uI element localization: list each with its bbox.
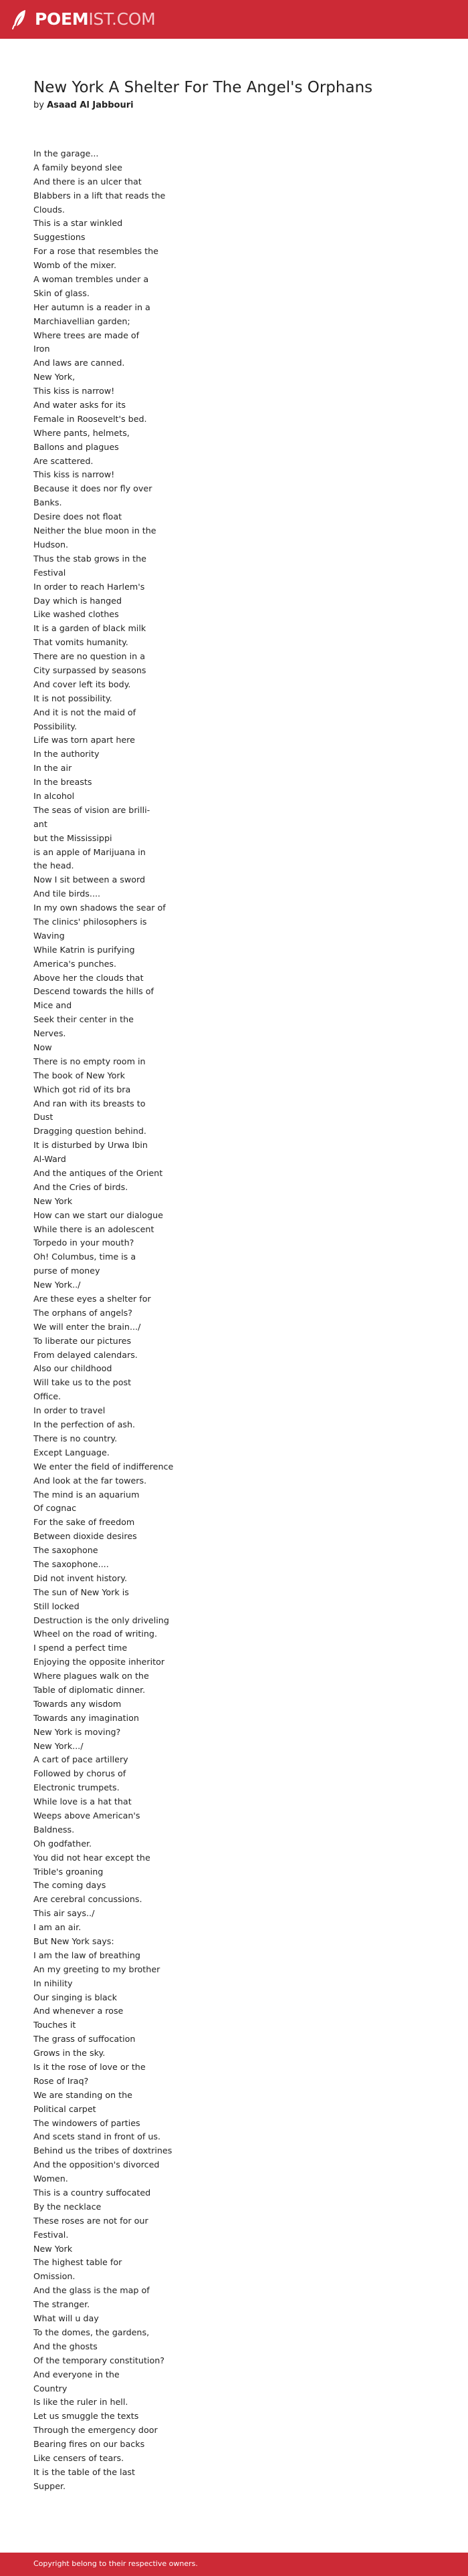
poem-line: There is no country. bbox=[33, 1433, 118, 1443]
poem-line: For a rose that resembles the bbox=[33, 246, 158, 257]
poem-line: Enjoying the opposite inheritor bbox=[33, 1657, 165, 1667]
poem-line: Now I sit between a sword bbox=[33, 874, 146, 885]
poem-line: You did not hear except the bbox=[33, 1852, 150, 1863]
poem-line: In alcohol bbox=[33, 790, 75, 801]
poem-line: Between dioxide desires bbox=[33, 1531, 137, 1542]
poem-line: The highest table for bbox=[33, 2257, 122, 2268]
poem-line: Baldness. bbox=[33, 1824, 75, 1835]
poem-line: The clinics' philosophers is bbox=[33, 916, 147, 927]
poem-line: The seas of vision are brilli- bbox=[33, 804, 150, 815]
poem-line: The sun of New York is bbox=[33, 1587, 129, 1597]
quill-icon bbox=[12, 9, 28, 29]
poem-line: Behind us the tribes of doxtrines bbox=[33, 2145, 172, 2156]
poem-line: City surpassed by seasons bbox=[33, 665, 146, 675]
poem-line: These roses are not for our bbox=[33, 2215, 148, 2226]
site-logo-domain: IST.COM bbox=[88, 9, 156, 29]
poem-line: It is disturbed by Urwa Ibin bbox=[33, 1140, 148, 1151]
poem-line: Supper. bbox=[33, 2480, 66, 2491]
poem-line: Banks. bbox=[33, 497, 62, 508]
poem-line: The saxophone.... bbox=[33, 1558, 109, 1569]
site-logo[interactable] bbox=[12, 9, 155, 30]
site-logo-text bbox=[35, 9, 155, 29]
poem-line: New York is moving? bbox=[33, 1726, 121, 1737]
poem-line: There is no empty room in bbox=[33, 1056, 146, 1066]
poem-line: Weeps above American's bbox=[33, 1810, 140, 1821]
poem-line: And the opposition's divorced bbox=[33, 2159, 160, 2170]
poem-line: There are no question in a bbox=[33, 651, 145, 662]
poem-line: New York.../ bbox=[33, 1740, 84, 1751]
poem-line: In the garage... bbox=[33, 148, 99, 158]
poem-line: Through the emergency door bbox=[33, 2425, 158, 2436]
poem-line: How can we start our dialogue bbox=[33, 1209, 163, 1220]
poem-line: While there is an adolescent bbox=[33, 1223, 154, 1234]
poem-line: The book of New York bbox=[33, 1070, 125, 1080]
poem-line: Still locked bbox=[33, 1601, 80, 1611]
poem-line: Oh! Columbus, time is a bbox=[33, 1252, 136, 1262]
poem-line: purse of money bbox=[33, 1266, 100, 1276]
poem-line: In my own shadows the sear of bbox=[33, 903, 166, 913]
poem-line: In nihility bbox=[33, 1978, 73, 1988]
poem-line: Grows in the sky. bbox=[33, 2048, 106, 2059]
poem-line: Omission. bbox=[33, 2271, 76, 2282]
poem-line: Followed by chorus of bbox=[33, 1768, 126, 1779]
poem-line: We are standing on the bbox=[33, 2089, 132, 2100]
byline-prefix: by bbox=[33, 100, 44, 110]
poem-line: And everyone in the bbox=[33, 2369, 120, 2379]
poem-line: Did not invent history. bbox=[33, 1572, 127, 1583]
poem-line: Mice and bbox=[33, 1000, 72, 1011]
poem-line: Like washed clothes bbox=[33, 609, 119, 620]
poem-line: We enter the field of indifference bbox=[33, 1461, 174, 1472]
poem-line: Suggestions bbox=[33, 232, 86, 243]
poem-line: A family beyond slee bbox=[33, 162, 122, 172]
poem-line: And the antiques of the Orient bbox=[33, 1168, 163, 1179]
poem-line: the head. bbox=[33, 860, 74, 871]
poem-line: Iron bbox=[33, 344, 50, 354]
poem-line: Wheel on the road of writing. bbox=[33, 1629, 158, 1639]
poem-line: Are scattered. bbox=[33, 455, 94, 466]
poem-line: Female in Roosevelt's bed. bbox=[33, 413, 147, 424]
poem-line: Nerves. bbox=[33, 1028, 66, 1039]
poem-line: Clouds. bbox=[33, 204, 65, 215]
copyright-text: Copyright belong to their respective owners. bbox=[33, 2559, 198, 2568]
poem-line: Day which is hanged bbox=[33, 595, 122, 606]
poem-line: And it is not the maid of bbox=[33, 707, 136, 717]
poem-line: Al-Ward bbox=[33, 1154, 66, 1165]
poem-line: Towards any wisdom bbox=[33, 1698, 122, 1709]
poem-line: Descend towards the hills of bbox=[33, 986, 154, 997]
poem-line: Womb of the mixer. bbox=[33, 260, 117, 271]
poem-line: The saxophone bbox=[33, 1545, 98, 1556]
poem-line: Above her the clouds that bbox=[33, 972, 144, 983]
site-logo-bold: POEM bbox=[35, 9, 89, 29]
poem-line: In order to reach Harlem's bbox=[33, 581, 145, 592]
poem-line: Ballons and plagues bbox=[33, 441, 119, 452]
poem-line: And whenever a rose bbox=[33, 2006, 124, 2016]
poem-line: It is the table of the last bbox=[33, 2466, 135, 2477]
poem-line: Except Language. bbox=[33, 1447, 110, 1457]
poem-line: Also our childhood bbox=[33, 1363, 112, 1374]
poem-line: is an apple of Marijuana in bbox=[33, 846, 146, 857]
poem-body bbox=[33, 147, 234, 2494]
poem-line: It is not possibility. bbox=[33, 693, 112, 703]
poem-line: New York bbox=[33, 2243, 73, 2254]
poem-line: And laws are canned. bbox=[33, 358, 125, 368]
poem-line: And the Cries of birds. bbox=[33, 1181, 128, 1192]
poem-line: Let us smuggle the texts bbox=[33, 2411, 139, 2422]
poem-line: For the sake of freedom bbox=[33, 1517, 135, 1528]
poem-line: Is it the rose of love or the bbox=[33, 2062, 146, 2073]
poem-line: Blabbers in a lift that reads the bbox=[33, 190, 166, 201]
poem-header bbox=[33, 78, 373, 112]
poem-line: In the air bbox=[33, 763, 72, 774]
poem-line: Now bbox=[33, 1042, 52, 1052]
poem-line: In the breasts bbox=[33, 777, 92, 788]
poem-line: Which got rid of its bra bbox=[33, 1084, 131, 1094]
poem-line: And the ghosts bbox=[33, 2341, 98, 2351]
byline bbox=[33, 99, 368, 112]
poem-line: Of the temporary constitution? bbox=[33, 2355, 164, 2365]
poem-line: In the authority bbox=[33, 749, 100, 759]
poem-line: Possibility. bbox=[33, 721, 78, 731]
poem-line: We will enter the brain.../ bbox=[33, 1321, 141, 1332]
poem-line: Torpedo in your mouth? bbox=[33, 1238, 134, 1248]
poem-line: What will u day bbox=[33, 2313, 99, 2324]
poem-line: This is a star winkled bbox=[33, 218, 123, 229]
poem-line: Skin of glass. bbox=[33, 287, 90, 298]
poem-line: New York../ bbox=[33, 1280, 81, 1290]
poem-line: The coming days bbox=[33, 1880, 106, 1891]
poem-line: While love is a hat that bbox=[33, 1796, 132, 1807]
poem-line: It is a garden of black milk bbox=[33, 623, 146, 634]
poem-line: Bearing fires on our backs bbox=[33, 2439, 145, 2450]
poem-line: Will take us to the post bbox=[33, 1377, 132, 1388]
poem-line: Marchiavellian garden; bbox=[33, 316, 130, 326]
poem-line: America's punches. bbox=[33, 958, 117, 969]
poem-title: New York A Shelter For The Angel's Orphans bbox=[33, 79, 373, 96]
poem-line: By the necklace bbox=[33, 2201, 102, 2212]
poem-line: Oh godfather. bbox=[33, 1838, 92, 1849]
poem-line: And there is an ulcer that bbox=[33, 176, 142, 187]
poem-line: Is like the ruler in hell. bbox=[33, 2397, 128, 2408]
poem-line: Hudson. bbox=[33, 539, 69, 550]
poem-line: The grass of suffocation bbox=[33, 2034, 136, 2044]
poem-line: While Katrin is purifying bbox=[33, 944, 135, 955]
poem-line: This kiss is narrow! bbox=[33, 386, 115, 396]
poem-line: And look at the far towers. bbox=[33, 1475, 147, 1486]
poem-line: And water asks for its bbox=[33, 400, 126, 411]
poem-line: I spend a perfect time bbox=[33, 1643, 128, 1653]
poem-line: Festival. bbox=[33, 2229, 69, 2240]
poem-line: And the glass is the map of bbox=[33, 2285, 150, 2296]
poem-line: In order to travel bbox=[33, 1405, 106, 1416]
poem-line: The orphans of angels? bbox=[33, 1307, 132, 1318]
poem-line: but the Mississippi bbox=[33, 832, 112, 843]
poem-line: Rose of Iraq? bbox=[33, 2075, 89, 2086]
poem-line: From delayed calendars. bbox=[33, 1349, 138, 1360]
poem-line: A cart of pace artillery bbox=[33, 1754, 128, 1765]
poem-line: Where plagues walk on the bbox=[33, 1671, 149, 1681]
poem-line: Of cognac bbox=[33, 1503, 77, 1514]
poem-line: This kiss is narrow! bbox=[33, 469, 115, 480]
poem-line: Are cerebral concussions. bbox=[33, 1894, 142, 1905]
poem-line: Office. bbox=[33, 1391, 62, 1402]
poem-line: This is a country suffocated bbox=[33, 2188, 151, 2198]
poem-line: Neither the blue moon in the bbox=[33, 525, 156, 536]
poem-line: Political carpet bbox=[33, 2103, 96, 2114]
poem-line: Desire does not float bbox=[33, 511, 122, 522]
poem-line: To liberate our pictures bbox=[33, 1335, 132, 1346]
poem-line: That vomits humanity. bbox=[33, 637, 128, 648]
poem-line: And tile birds.... bbox=[33, 889, 101, 899]
poem-line: In the perfection of ash. bbox=[33, 1419, 136, 1430]
poem-line: Touches it bbox=[33, 2020, 76, 2030]
poem-line: Like censers of tears. bbox=[33, 2452, 124, 2463]
poem-line: New York bbox=[33, 1195, 73, 1206]
poem-line: This air says../ bbox=[33, 1908, 95, 1919]
poem-line: Towards any imagination bbox=[33, 1712, 139, 1723]
poem-line: Our singing is black bbox=[33, 1992, 118, 2002]
poem-line: And cover left its body. bbox=[33, 679, 131, 689]
poem-line: And scets stand in front of us. bbox=[33, 2131, 161, 2142]
poem-line: The stranger. bbox=[33, 2299, 90, 2310]
site-header bbox=[0, 0, 468, 39]
poem-line: To the domes, the gardens, bbox=[33, 2327, 150, 2337]
poem-line: Seek their center in the bbox=[33, 1014, 134, 1025]
poem-line: But New York says: bbox=[33, 1936, 114, 1946]
poem-line: Women. bbox=[33, 2174, 68, 2184]
poem-line: Table of diplomatic dinner. bbox=[33, 1684, 146, 1695]
poem-line: The windowers of parties bbox=[33, 2117, 140, 2128]
poem-line: Because it does nor fly over bbox=[33, 483, 152, 494]
poem-line: Her autumn is a reader in a bbox=[33, 302, 150, 312]
poem-line: Are these eyes a shelter for bbox=[33, 1294, 151, 1304]
poem-line: Where trees are made of bbox=[33, 330, 140, 340]
poem-line: ant bbox=[33, 818, 47, 829]
poem-line: Electronic trumpets. bbox=[33, 1782, 120, 1793]
poem-line: A woman trembles under a bbox=[33, 274, 149, 285]
poem-line: And ran with its breasts to bbox=[33, 1098, 146, 1108]
poem-line: Trible's groaning bbox=[33, 1866, 104, 1877]
poem-line: New York, bbox=[33, 372, 76, 382]
poem-line: Thus the stab grows in the bbox=[33, 553, 146, 564]
poem-line: Destruction is the only driveling bbox=[33, 1615, 169, 1625]
poem-line: The mind is an aquarium bbox=[33, 1489, 140, 1500]
poem-line: Dragging question behind. bbox=[33, 1126, 146, 1137]
poem-line: Waving bbox=[33, 930, 65, 941]
poem-line: Country bbox=[33, 2383, 68, 2393]
author-link[interactable]: Asaad Al Jabbouri bbox=[47, 100, 134, 110]
poem-line: Life was torn apart here bbox=[33, 735, 135, 745]
poem-line: Where pants, helmets, bbox=[33, 427, 130, 438]
poem-line: I am the law of breathing bbox=[33, 1950, 140, 1960]
poem-line: Dust bbox=[33, 1112, 53, 1123]
poem-line: Festival bbox=[33, 567, 66, 578]
site-footer bbox=[0, 2553, 468, 2576]
poem-line: I am an air. bbox=[33, 1922, 82, 1933]
poem-line: An my greeting to my brother bbox=[33, 1964, 160, 1974]
